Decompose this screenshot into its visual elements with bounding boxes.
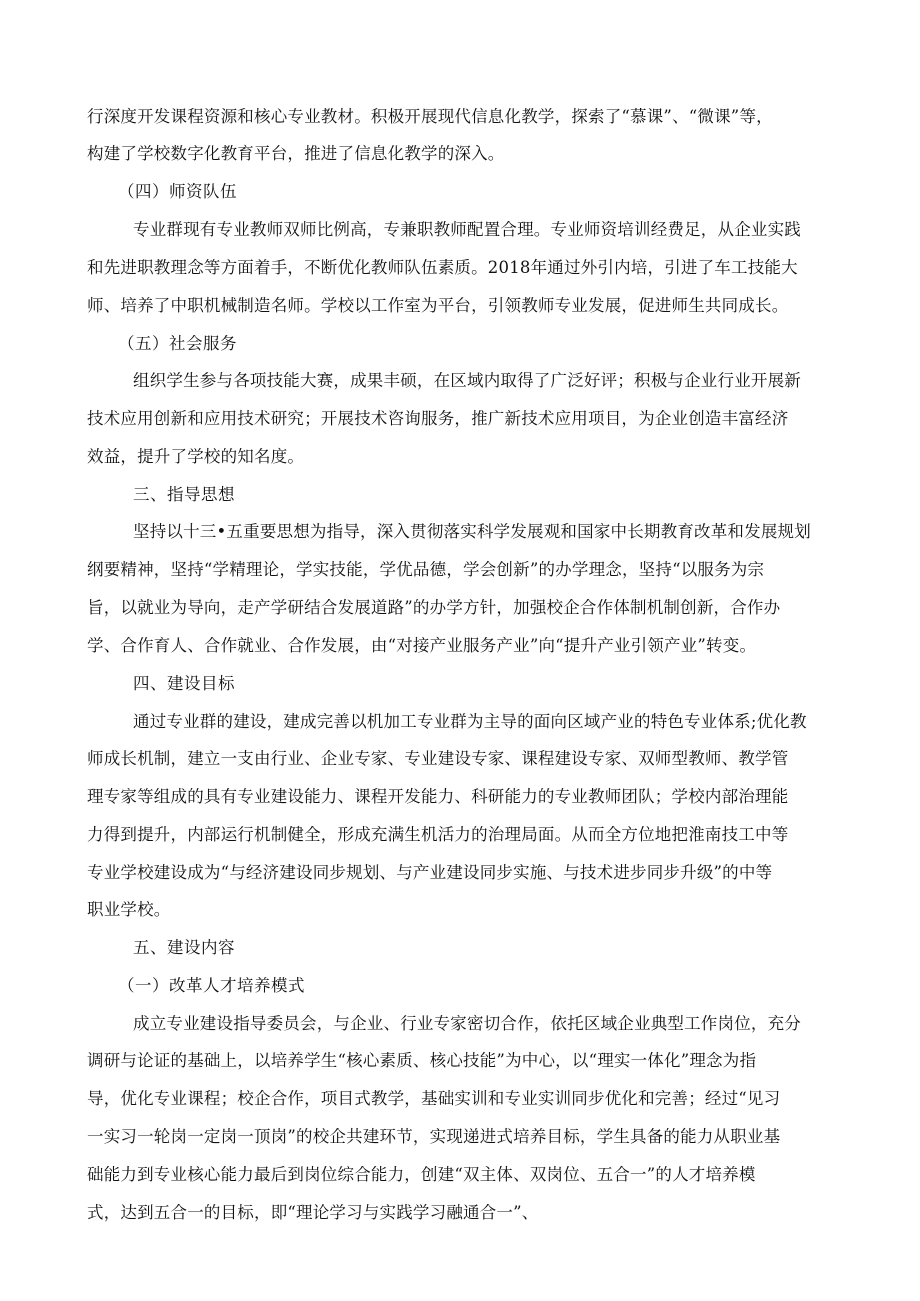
text-line: 师成长机制，建立一支由行业、企业专家、专业建设专家、课程建设专家、双师型教师、教学管 [87, 749, 789, 768]
text-line: 理专家等组成的具有专业建设能力、课程开发能力、科研能力的专业教师团队；学校内部治理能 [87, 787, 789, 806]
text-line: 式，达到五合一的目标，即“理论学习与实践学习融通合一”、 [87, 1203, 539, 1222]
section-heading: 四、建设目标 [133, 674, 235, 693]
text-line: 职业学校。 [87, 900, 171, 919]
text-line: 学、合作育人、合作就业、合作发展，由“对接产业服务产业”向“提升产业引领产业”转变。 [87, 636, 757, 655]
section-heading: 五、建设内容 [133, 938, 235, 957]
text-line: 专业学校建设成为“与经济建设同步规划、与产业建设同步实施、与技术进步同步升级”的中等 [87, 863, 773, 882]
text-line: 坚持以十三•五重要思想为指导，深入贯彻落实科学发展观和国家中长期教育改革和发展规划 [133, 522, 811, 541]
text-line: 技术应用创新和应用技术研究；开展技术咨询服务，推广新技术应用项目，为企业创造丰富经济 [87, 409, 789, 428]
section-heading: 三、指导思想 [133, 485, 235, 504]
text-line: 一实习一轮岗一定岗一顶岗”的校企共建环节，实现递进式培养目标，学生具备的能力从职业基 [87, 1127, 781, 1146]
text-line: 和先进职教理念等方面着手，不断优化教师队伍素质。2018年通过外引内培，引进了车工技能大 [87, 258, 798, 277]
text-line: 构建了学校数字化教育平台，推进了信息化教学的深入。 [87, 144, 505, 163]
text-line: 成立专业建设指导委员会，与企业、行业专家密切合作，依托区域企业典型工作岗位，充分 [133, 1014, 801, 1033]
text-line: 础能力到专业核心能力最后到岗位综合能力，创建“双主体、双岗位、五合一”的人才培养模 [87, 1165, 756, 1184]
text-line: 调研与论证的基础上，以培养学生“核心素质、核心技能”为中心，以“理实一体化”理念为指 [87, 1051, 757, 1070]
text-line: 行深度开发课程资源和核心专业教材。积极开展现代信息化教学，探索了“慕课”、“微课”等， [87, 107, 773, 126]
text-line: 组织学生参与各项技能大赛，成果丰硕，在区域内取得了广泛好评；积极与企业行业开展新 [133, 371, 801, 390]
text-line: 专业群现有专业教师双师比例高，专兼职教师配置合理。专业师资培训经费足，从企业实践 [133, 220, 801, 239]
section-heading: （四）师资队伍 [118, 182, 237, 201]
text-line: 师、培养了中职机械制造名师。学校以工作室为平台，引领教师专业发展，促进师生共同成长。 [87, 296, 789, 315]
text-line: 旨，以就业为导向，走产学研结合发展道路”的办学方针，加强校企合作体制机制创新，合作办 [87, 598, 781, 617]
text-line: 力得到提升，内部运行机制健全，形成充满生机活力的治理局面。从而全方位地把淮南技工中等 [87, 825, 789, 844]
text-line: 通过专业群的建设，建成完善以机加工专业群为主导的面向区域产业的特色专业体系;优化教 [133, 712, 807, 731]
section-heading: （一）改革人才培养模式 [118, 976, 305, 995]
text-line: 效益，提升了学校的知名度。 [87, 447, 305, 466]
text-line: 纲要精神，坚持“学精理论，学实技能，学优品德，学会创新”的办学理念，坚持“以服务为宗 [87, 560, 765, 579]
text-line: 导，优化专业课程；校企合作，项目式教学，基础实训和专业实训同步优化和完善；经过“见习 [87, 1089, 781, 1108]
section-heading: （五）社会服务 [118, 334, 237, 353]
